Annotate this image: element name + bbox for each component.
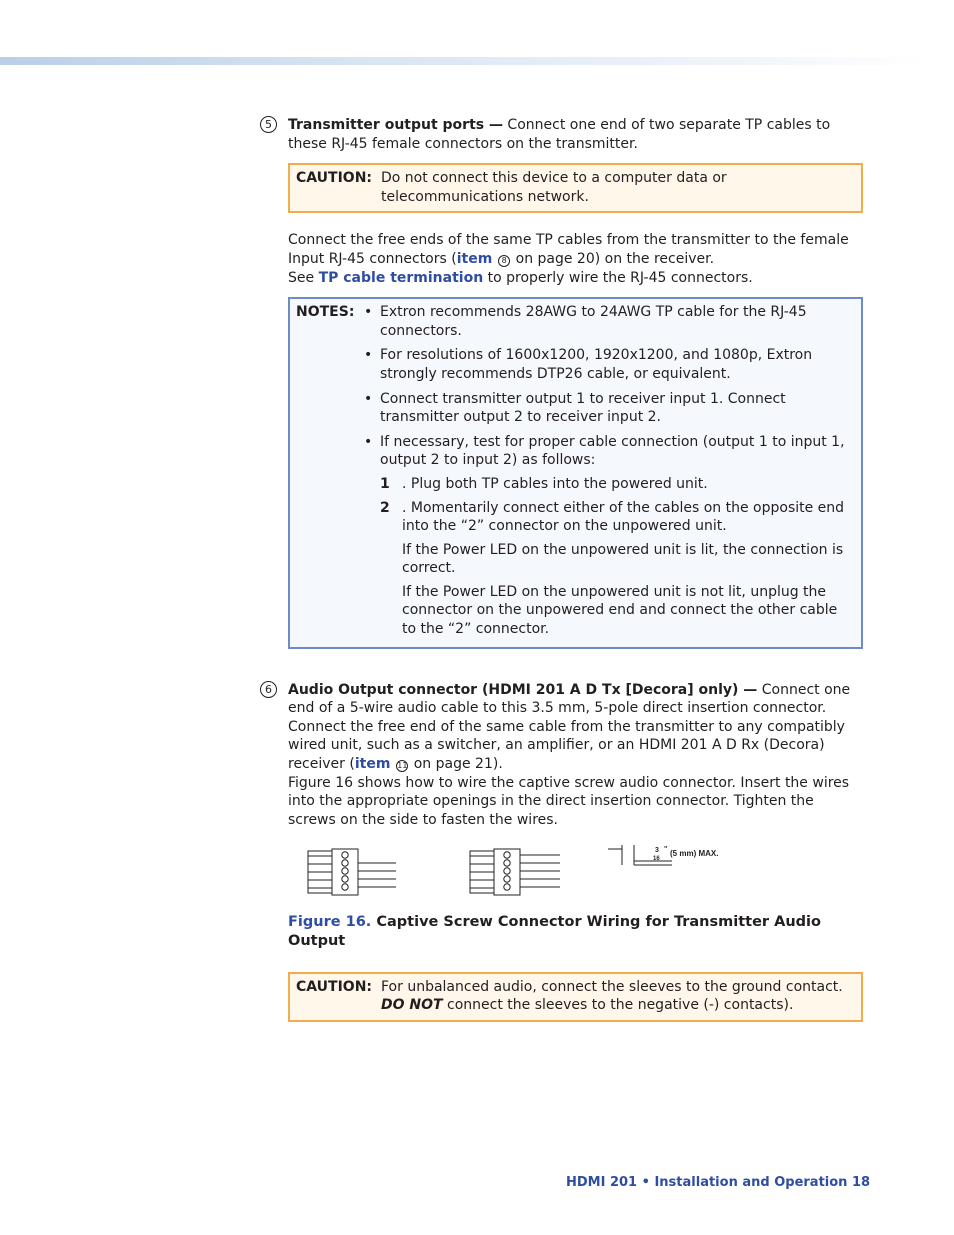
item-5-text: Connect one end of two separate TP cables to these RJ-45 female connectors on the transmitter. <box>288 117 831 152</box>
notes-box <box>288 297 863 649</box>
item-11-link[interactable] <box>355 756 409 772</box>
item-6-text-end: on page 21). <box>409 756 503 773</box>
figure-number: Figure 16. <box>288 914 372 931</box>
item-6-paragraph <box>265 681 863 830</box>
page-number: 18 <box>852 1175 871 1190</box>
item-11-marker: 11 <box>397 761 408 771</box>
bullet: • <box>364 347 373 364</box>
connect-text: Connect the free ends of the same TP cables from the transmitter to the female Input RJ-45 connectors ( <box>288 232 849 267</box>
step-text: . Plug both TP cables into the powered unit. <box>402 475 708 492</box>
strip-fraction-num: 3 <box>655 847 659 855</box>
step-text: . Momentarily connect either of the cables on the opposite end into the “2” connector on the unpowered unit. <box>402 499 845 535</box>
caution-text: For unbalanced audio, connect the sleeves to the ground contact. <box>381 978 843 995</box>
note-text: Extron recommends 28AWG to 24AWG TP cable for the RJ-45 connectors. <box>380 304 807 339</box>
bullet: • <box>364 304 373 321</box>
figure-caption <box>288 913 863 950</box>
note-text: If necessary, test for proper cable connection (output 1 to input 1, output 2 to input 2) as follows: <box>380 433 845 469</box>
connect-text-end: on page 20) on the receiver. <box>511 250 715 267</box>
strip-length-label: (5 mm) MAX. <box>670 849 719 859</box>
note-text: Connect transmitter output 1 to receiver input 1. Connect transmitter output 2 to receiver input 2. <box>380 390 786 426</box>
note-item <box>364 346 851 383</box>
notes-list <box>364 303 851 644</box>
item-6-text-2: Figure 16 shows how to wire the captive screw audio connector. Insert the wires into the appropriate openings in the direct insertion connector. Tighten the screws on the side to fasten the wires. <box>288 774 850 828</box>
caution-label: CAUTION: <box>296 978 373 995</box>
connect-paragraph <box>288 231 863 287</box>
connector-1 <box>308 849 396 895</box>
item-5-marker: 5 <box>260 116 277 133</box>
caution-label: CAUTION: <box>296 170 373 187</box>
caution-box-1 <box>288 163 863 213</box>
see-text: See <box>288 269 319 286</box>
note-text: For resolutions of 1600x1200, 1920x1200, and 1080p, Extron strongly recommends DTP26 cable, or equivalent. <box>380 347 813 382</box>
note-item <box>364 303 851 340</box>
caution-text: Do not connect this device to a computer data or telecommunications network. <box>381 170 727 205</box>
item-8-link[interactable] <box>457 251 511 267</box>
item-5-paragraph <box>265 116 863 153</box>
test-steps <box>380 475 851 639</box>
tp-cable-termination-link[interactable]: TP cable termination <box>318 269 484 286</box>
strip-inch-mark: " <box>664 846 668 854</box>
step-detail: If the Power LED on the unpowered unit is not lit, unplug the connector on the unpowered end and connect the other cable to the “2” connector. <box>402 583 838 638</box>
step-number: 2 <box>380 499 390 516</box>
footer-title: HDMI 201 • Installation and Operation <box>566 1175 848 1190</box>
item-8-marker: 8 <box>498 255 510 267</box>
captive-screw-connector-svg <box>288 843 863 913</box>
item-6-text: Connect one end of a 5-wire audio cable to this 3.5 mm, 5-pole direct insertion connector. Connect the free end of the same cable from the transmitter to any compatibly wired unit, such as a switcher, an amplifier, or an HDMI 201 A D Rx (Decora) receiver ( <box>288 681 851 773</box>
see-rest-text: to properly wire the RJ-45 connectors. <box>483 269 753 286</box>
bullet: • <box>364 390 373 407</box>
item-5-heading: Transmitter output ports — <box>288 117 503 133</box>
notes-label: NOTES: <box>296 304 355 321</box>
item-6-heading: Audio Output connector (HDMI 201 A D Tx [Decora] only) — <box>288 681 758 698</box>
step-item <box>380 475 851 494</box>
page-content <box>265 116 863 1022</box>
caution-text-2: connect the sleeves to the negative (-) contacts). <box>442 997 794 1014</box>
item-6-marker: 6 <box>260 681 277 698</box>
header-bar <box>0 57 930 65</box>
step-item <box>380 499 851 639</box>
wire-strip-dimension <box>608 845 672 865</box>
note-item <box>364 390 851 427</box>
item-link-label: item <box>354 756 391 773</box>
step-number: 1 <box>380 475 390 492</box>
figure-16-diagram <box>288 843 863 913</box>
bullet: • <box>364 433 373 450</box>
caution-emphasis: DO NOT <box>381 997 443 1014</box>
note-item <box>364 433 851 639</box>
strip-fraction-den: 16 <box>653 856 660 863</box>
caution-2-body <box>381 978 843 1015</box>
page-footer <box>566 1175 871 1190</box>
caution-box-2 <box>288 972 863 1022</box>
item-link-label: item <box>456 250 493 267</box>
step-detail: If the Power LED on the unpowered unit is lit, the connection is correct. <box>402 541 844 577</box>
connector-2 <box>470 849 560 895</box>
figure-title: Captive Screw Connector Wiring for Transmitter Audio Output <box>288 914 821 949</box>
